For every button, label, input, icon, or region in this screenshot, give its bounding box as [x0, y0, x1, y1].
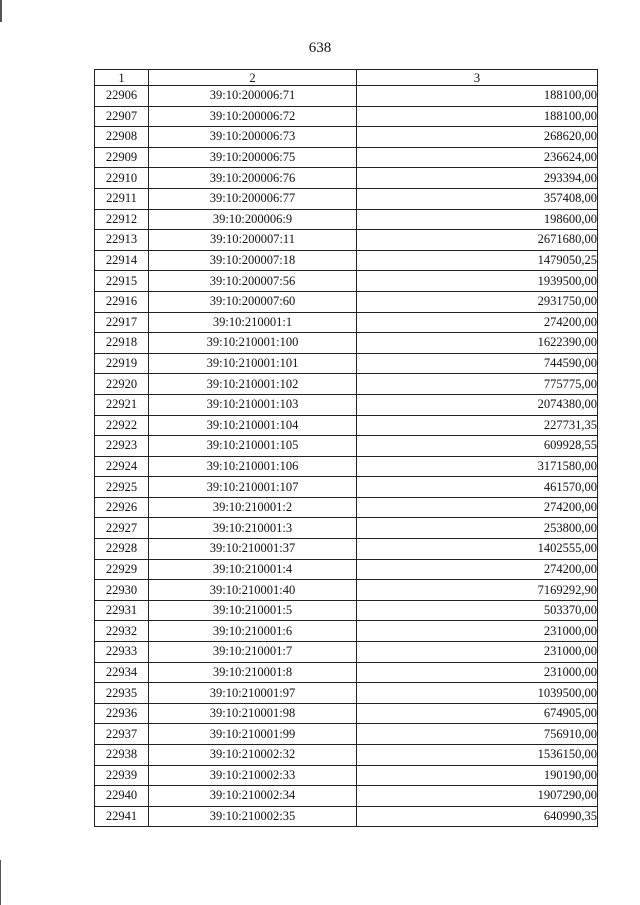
table-header-row — [95, 70, 598, 86]
table-row — [95, 456, 598, 477]
table-row — [95, 497, 598, 518]
cadastral-value-cell: 231000,00 — [357, 642, 598, 663]
table-row — [95, 415, 598, 436]
cadastral-number-cell: 39:10:200006:75 — [149, 147, 357, 168]
cadastral-value-cell: 190190,00 — [357, 765, 598, 786]
row-number-cell: 22908 — [95, 127, 149, 148]
cadastral-value-cell: 1479050,25 — [357, 250, 598, 271]
cadastral-number-cell: 39:10:210001:102 — [149, 374, 357, 395]
cadastral-number-cell: 39:10:210001:107 — [149, 477, 357, 498]
cadastral-value-cell: 1039500,00 — [357, 683, 598, 704]
row-number-cell: 22941 — [95, 806, 149, 827]
table-row — [95, 312, 598, 333]
row-number-cell: 22909 — [95, 147, 149, 168]
cadastral-value-cell: 188100,00 — [357, 86, 598, 107]
cadastral-value-cell: 1536150,00 — [357, 745, 598, 766]
table-row — [95, 374, 598, 395]
column-header-value: 3 — [357, 70, 598, 86]
cadastral-value-cell: 227731,35 — [357, 415, 598, 436]
row-number-cell: 22933 — [95, 642, 149, 663]
table-row — [95, 436, 598, 457]
table-row — [95, 477, 598, 498]
table-row — [95, 86, 598, 107]
row-number-cell: 22924 — [95, 456, 149, 477]
row-number-cell: 22925 — [95, 477, 149, 498]
row-number-cell: 22922 — [95, 415, 149, 436]
cadastral-value-cell: 609928,55 — [357, 436, 598, 457]
table-row — [95, 230, 598, 251]
table-row — [95, 786, 598, 807]
table-row — [95, 271, 598, 292]
cadastral-number-cell: 39:10:200006:9 — [149, 209, 357, 230]
cadastral-number-cell: 39:10:210001:106 — [149, 456, 357, 477]
cadastral-number-cell: 39:10:210001:6 — [149, 621, 357, 642]
cadastral-value-cell: 2074380,00 — [357, 394, 598, 415]
row-number-cell: 22912 — [95, 209, 149, 230]
cadastral-number-cell: 39:10:210001:100 — [149, 333, 357, 354]
row-number-cell: 22935 — [95, 683, 149, 704]
row-number-cell: 22915 — [95, 271, 149, 292]
row-number-cell: 22910 — [95, 168, 149, 189]
scan-margin-mark-top — [0, 0, 2, 22]
row-number-cell: 22906 — [95, 86, 149, 107]
row-number-cell: 22921 — [95, 394, 149, 415]
cadastral-number-cell: 39:10:200006:72 — [149, 106, 357, 127]
cadastral-value-cell: 1939500,00 — [357, 271, 598, 292]
cadastral-number-cell: 39:10:210001:99 — [149, 724, 357, 745]
cadastral-value-cell: 231000,00 — [357, 621, 598, 642]
cadastral-number-cell: 39:10:200007:11 — [149, 230, 357, 251]
table-row — [95, 147, 598, 168]
cadastral-number-cell: 39:10:210001:2 — [149, 497, 357, 518]
row-number-cell: 22938 — [95, 745, 149, 766]
row-number-cell: 22927 — [95, 518, 149, 539]
row-number-cell: 22911 — [95, 188, 149, 209]
row-number-cell: 22928 — [95, 539, 149, 560]
cadastral-value-cell: 188100,00 — [357, 106, 598, 127]
cadastral-number-cell: 39:10:210001:4 — [149, 559, 357, 580]
table-row — [95, 188, 598, 209]
cadastral-number-cell: 39:10:210002:33 — [149, 765, 357, 786]
cadastral-number-cell: 39:10:210001:3 — [149, 518, 357, 539]
row-number-cell: 22917 — [95, 312, 149, 333]
cadastral-number-cell: 39:10:200007:56 — [149, 271, 357, 292]
cadastral-number-cell: 39:10:210001:98 — [149, 703, 357, 724]
table-row — [95, 209, 598, 230]
row-number-cell: 22936 — [95, 703, 149, 724]
cadastral-value-cell: 268620,00 — [357, 127, 598, 148]
row-number-cell: 22931 — [95, 600, 149, 621]
table-row — [95, 518, 598, 539]
column-header-number: 1 — [95, 70, 149, 86]
cadastral-value-cell: 640990,35 — [357, 806, 598, 827]
table-row — [95, 168, 598, 189]
cadastral-number-cell: 39:10:210001:97 — [149, 683, 357, 704]
cadastral-number-cell: 39:10:200006:71 — [149, 86, 357, 107]
cadastral-value-cell: 744590,00 — [357, 353, 598, 374]
page-number: 638 — [308, 40, 332, 56]
table-row — [95, 539, 598, 560]
table-row — [95, 662, 598, 683]
table-row — [95, 250, 598, 271]
cadastral-value-cell: 274200,00 — [357, 559, 598, 580]
table-row — [95, 724, 598, 745]
cadastral-number-cell: 39:10:200006:77 — [149, 188, 357, 209]
cadastral-number-cell: 39:10:210002:35 — [149, 806, 357, 827]
row-number-cell: 22929 — [95, 559, 149, 580]
table-row — [95, 559, 598, 580]
cadastral-number-cell: 39:10:210002:34 — [149, 786, 357, 807]
cadastral-value-cell: 357408,00 — [357, 188, 598, 209]
cadastral-number-cell: 39:10:200007:60 — [149, 291, 357, 312]
cadastral-number-cell: 39:10:210001:40 — [149, 580, 357, 601]
row-number-cell: 22916 — [95, 291, 149, 312]
table-row — [95, 353, 598, 374]
table-row — [95, 745, 598, 766]
table-row — [95, 765, 598, 786]
table-row — [95, 642, 598, 663]
row-number-cell: 22940 — [95, 786, 149, 807]
row-number-cell: 22914 — [95, 250, 149, 271]
cadastral-number-cell: 39:10:210001:101 — [149, 353, 357, 374]
cadastral-number-cell: 39:10:200007:18 — [149, 250, 357, 271]
cadastral-value-cell: 198600,00 — [357, 209, 598, 230]
row-number-cell: 22923 — [95, 436, 149, 457]
cadastral-value-cell: 274200,00 — [357, 312, 598, 333]
cadastral-value-cell: 2671680,00 — [357, 230, 598, 251]
table-row — [95, 703, 598, 724]
cadastral-value-cell: 253800,00 — [357, 518, 598, 539]
table-row — [95, 621, 598, 642]
cadastral-value-cell: 274200,00 — [357, 497, 598, 518]
cadastral-number-cell: 39:10:200006:73 — [149, 127, 357, 148]
cadastral-value-cell: 3171580,00 — [357, 456, 598, 477]
row-number-cell: 22913 — [95, 230, 149, 251]
table-row — [95, 291, 598, 312]
cadastral-value-cell: 461570,00 — [357, 477, 598, 498]
cadastral-number-cell: 39:10:210001:5 — [149, 600, 357, 621]
row-number-cell: 22934 — [95, 662, 149, 683]
row-number-cell: 22907 — [95, 106, 149, 127]
table-row — [95, 806, 598, 827]
row-number-cell: 22937 — [95, 724, 149, 745]
cadastral-value-table — [94, 69, 598, 827]
table-row — [95, 394, 598, 415]
table-row — [95, 333, 598, 354]
cadastral-value-cell: 236624,00 — [357, 147, 598, 168]
cadastral-value-cell: 756910,00 — [357, 724, 598, 745]
cadastral-value-cell: 503370,00 — [357, 600, 598, 621]
cadastral-value-cell: 293394,00 — [357, 168, 598, 189]
cadastral-number-cell: 39:10:210001:104 — [149, 415, 357, 436]
row-number-cell: 22919 — [95, 353, 149, 374]
row-number-cell: 22930 — [95, 580, 149, 601]
table-row — [95, 600, 598, 621]
cadastral-number-cell: 39:10:210001:37 — [149, 539, 357, 560]
cadastral-value-cell: 2931750,00 — [357, 291, 598, 312]
cadastral-number-cell: 39:10:210002:32 — [149, 745, 357, 766]
table-body — [95, 86, 598, 827]
row-number-cell: 22932 — [95, 621, 149, 642]
cadastral-value-cell: 674905,00 — [357, 703, 598, 724]
cadastral-value-cell: 7169292,90 — [357, 580, 598, 601]
cadastral-number-cell: 39:10:200006:76 — [149, 168, 357, 189]
cadastral-value-cell: 1402555,00 — [357, 539, 598, 560]
cadastral-number-cell: 39:10:210001:105 — [149, 436, 357, 457]
cadastral-value-cell: 1622390,00 — [357, 333, 598, 354]
cadastral-number-cell: 39:10:210001:8 — [149, 662, 357, 683]
table-row — [95, 683, 598, 704]
row-number-cell: 22918 — [95, 333, 149, 354]
row-number-cell: 22920 — [95, 374, 149, 395]
cadastral-value-cell: 231000,00 — [357, 662, 598, 683]
table-row — [95, 580, 598, 601]
table-row — [95, 106, 598, 127]
cadastral-value-cell: 775775,00 — [357, 374, 598, 395]
table-row — [95, 127, 598, 148]
column-header-cadastral-id: 2 — [149, 70, 357, 86]
cadastral-number-cell: 39:10:210001:103 — [149, 394, 357, 415]
row-number-cell: 22926 — [95, 497, 149, 518]
row-number-cell: 22939 — [95, 765, 149, 786]
cadastral-number-cell: 39:10:210001:7 — [149, 642, 357, 663]
cadastral-value-cell: 1907290,00 — [357, 786, 598, 807]
scan-margin-mark-bottom — [0, 860, 1, 905]
cadastral-number-cell: 39:10:210001:1 — [149, 312, 357, 333]
